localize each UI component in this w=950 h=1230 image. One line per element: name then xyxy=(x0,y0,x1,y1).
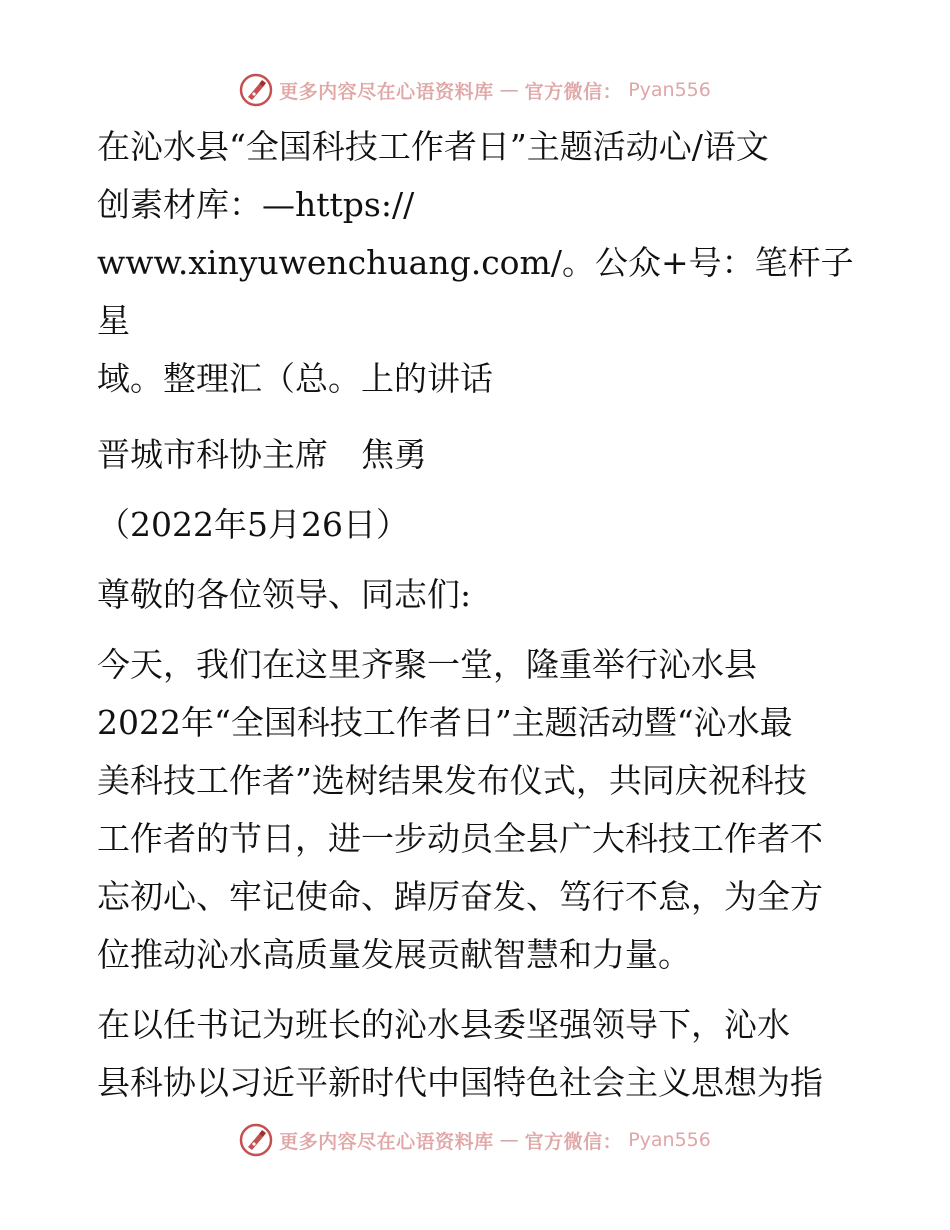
paragraph-line: 2022年“全国科技工作者日”主题活动暨“沁水最 xyxy=(97,703,793,742)
watermark-suffix-id: Pyan556 xyxy=(628,1129,711,1151)
paragraph-line: 县科协以习近平新时代中国特色社会主义思想为指 xyxy=(97,1063,823,1102)
document-body xyxy=(97,118,867,1112)
watermark-separator: — xyxy=(499,79,519,101)
watermark-suffix-prefix: 官方微信： xyxy=(524,1130,623,1153)
document-title xyxy=(97,118,867,408)
watermark-separator: — xyxy=(499,1129,519,1151)
paragraph-2 xyxy=(97,996,867,1112)
paragraph-line: 在以任书记为班长的沁水县委坚强领导下，沁水 xyxy=(97,1005,790,1044)
pen-nib-seal-icon xyxy=(239,73,273,107)
title-line: www.xinyuwenchuang.com/。公众+号：笔杆子星 xyxy=(97,243,854,340)
salutation: 尊敬的各位领导、同志们: xyxy=(97,575,472,614)
paragraph-line: 工作者的节日，进一步动员全县广大科技工作者不 xyxy=(97,819,823,858)
watermark-suffix-id: Pyan556 xyxy=(628,79,711,101)
paragraph-line: 今天，我们在这里齐聚一堂，隆重举行沁水县 xyxy=(97,645,757,684)
date-line: （2022年5月26日） xyxy=(97,505,409,544)
title-line: 创素材库：—https:// xyxy=(97,185,415,224)
pen-nib-seal-icon xyxy=(239,1123,273,1157)
title-line: 在沁水县“全国科技工作者日”主题活动心/语文 xyxy=(97,127,769,166)
paragraph-line: 位推动沁水高质量发展贡献智慧和力量。 xyxy=(97,935,691,974)
paragraph-line: 美科技工作者”选树结果发布仪式，共同庆祝科技 xyxy=(97,761,807,800)
footer-watermark xyxy=(0,1118,950,1162)
watermark-text: 更多内容尽在心语资料库 xyxy=(279,80,494,103)
paragraph-line: 忘初心、牢记使命、踔厉奋发、笃行不怠，为全方 xyxy=(97,877,823,916)
paragraph-1 xyxy=(97,636,867,984)
title-line: 域。整理汇（总。上的讲话 xyxy=(97,359,493,398)
speaker-line: 晋城市科协主席 焦勇 xyxy=(97,435,427,474)
watermark-text: 更多内容尽在心语资料库 xyxy=(279,1130,494,1153)
header-watermark xyxy=(0,68,950,112)
watermark-suffix-prefix: 官方微信： xyxy=(524,80,623,103)
